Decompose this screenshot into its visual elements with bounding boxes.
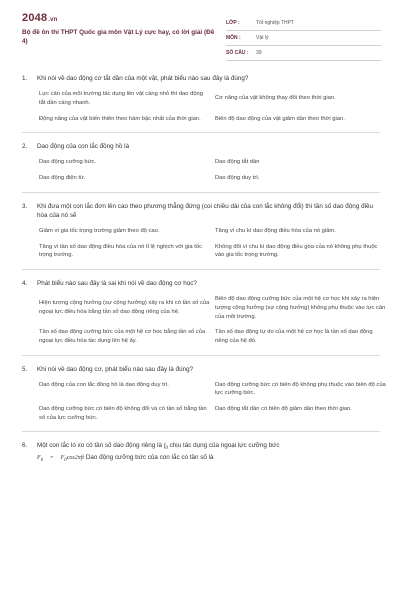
question-number: 6.	[22, 442, 28, 450]
question-number: 2.	[22, 143, 28, 151]
question-text: Phát biểu nào sau đây là sai khi nói về dao động cơ học?	[37, 280, 197, 287]
option-d[interactable]: Dao động tắt dần có biên độ giảm dần theo thời gian.	[215, 406, 352, 413]
option-b[interactable]: Biên độ dao động cưỡng bức của một hệ cơ học khi xảy ra hiện tượng cộng hưởng (sự cộng hưởng) không phụ thuộc vào lực cản của môi trường.	[215, 296, 386, 320]
question-number: 4.	[22, 280, 28, 287]
question-3	[0, 202, 400, 260]
question-number: 1.	[22, 75, 28, 82]
option-a[interactable]: Lực cản của môi trường tác dụng lên vật càng nhỏ thì dao động tắt dần càng nhanh.	[39, 91, 203, 106]
question-6	[0, 441, 400, 464]
question-text: Dao động của con lắc đồng hồ là	[37, 143, 130, 151]
site-logo[interactable]: 2048.vn	[22, 12, 58, 24]
meta-class-row	[226, 16, 381, 31]
question-2	[0, 142, 400, 183]
option-c[interactable]: Dao động cưỡng bức có biên độ không đổi và có tần số bằng tần số của lực cưỡng bức.	[39, 406, 207, 421]
f0-symbol: $f_0$	[163, 443, 168, 452]
option-c[interactable]: Tần số dao động cưỡng bức của một hệ cơ học bằng tần số của ngoại lực điều hòa tác dụng lên hệ ấy.	[39, 329, 206, 344]
option-b[interactable]: Dao động tắt dần	[215, 159, 260, 166]
option-a[interactable]: Giảm vì gia tốc trọng trường giảm theo độ cao.	[39, 227, 160, 234]
document-header	[0, 0, 400, 70]
meta-info	[226, 16, 381, 61]
option-d[interactable]: Biên độ dao động của vật giảm dần theo thời gian.	[215, 115, 345, 122]
option-a[interactable]: Hiện tượng cộng hưởng (sự cộng hưởng) xảy ra khi có tần số của ngoại lực điều hòa bằng tần số dao động riêng của hệ.	[39, 300, 210, 316]
question-1	[0, 74, 400, 123]
question-text: Khi nói về dao động cơ tắt dần của một vật, phát biểu nào sau đây là đúng?	[37, 75, 249, 82]
question-text: Một con lắc lò xo có tần số dao động riêng là $f_0$ chịu tác dụng của ngoại lực cưỡng bức $F_h$ = $F_0\cos 2\pi ft$ Dao động cưỡng bức của con lắc có tần số là	[37, 442, 280, 464]
meta-subject-label: MÔN :	[226, 35, 241, 41]
question-divider	[22, 431, 380, 432]
option-grid	[22, 295, 386, 345]
meta-count-row	[226, 46, 381, 61]
meta-subject-row	[226, 31, 381, 46]
option-c[interactable]: Dao động điện từ.	[39, 175, 86, 181]
option-grid	[22, 90, 380, 123]
question-divider	[22, 269, 380, 270]
option-grid	[22, 381, 386, 423]
meta-class-label: LỚP :	[226, 20, 240, 26]
meta-subject-value: Vật lý	[256, 35, 269, 41]
question-4	[0, 279, 400, 346]
option-grid	[22, 227, 380, 260]
meta-count-value: 39	[256, 50, 262, 56]
document-title: Bộ đề ôn thi THPT Quốc gia môn Vật Lý cực hay, có lời giải (Đề 4)	[22, 29, 215, 45]
option-d[interactable]: Không đổi vì chu kì dao động điều gòa của nó không phụ thuộc vào gia tốc trọng trường.	[215, 243, 378, 259]
option-a[interactable]: Dao động cưỡng bức.	[39, 159, 97, 166]
meta-count-label: SỐ CÂU :	[226, 50, 249, 56]
option-grid	[22, 158, 380, 182]
option-a[interactable]: Dao động của con lắc đồng hồ là dao động duy trì.	[39, 381, 169, 388]
question-5	[0, 365, 400, 423]
option-c[interactable]: Động năng của vật biến thiên theo hàm bậc nhất của thời gian.	[39, 115, 201, 122]
question-divider	[22, 132, 380, 133]
option-b[interactable]: Cơ năng của vật không thay đổi theo thời gian.	[215, 95, 336, 102]
question-number: 3.	[22, 202, 28, 210]
question-text: Khi nói về dao động cơ, phát biểu nào sau đây là đúng?	[37, 365, 194, 373]
option-b[interactable]: Dao động cưỡng bức có biên độ không phụ thuộc vào biên độ của lực cưỡng bức.	[215, 381, 386, 397]
question-divider	[22, 192, 380, 193]
option-d[interactable]: Dao động duy trì.	[215, 175, 260, 181]
option-c[interactable]: Tăng vì tần số dao động điều hòa của nó tỉ lệ nghịch với gia tốc trọng trường.	[39, 243, 203, 259]
option-b[interactable]: Tăng vì chu kì dao động điều hòa của nó giảm.	[215, 227, 336, 234]
force-formula: $F_h$	[37, 454, 44, 464]
question-divider	[22, 355, 380, 356]
question-list	[0, 74, 400, 471]
meta-class-value: Tốt nghiệp THPT	[256, 20, 294, 26]
option-d[interactable]: Tần số dao động tự do của một hệ cơ học là tần số dao động riêng của hệ đó.	[215, 329, 373, 344]
question-number: 5.	[22, 365, 28, 373]
question-text: Khi đưa một con lắc đơn lên cao theo phương thẳng đứng (coi chiều dài của con lắc không đổi) thì tần số dao động điều hòa của nó sẽ	[37, 202, 373, 219]
